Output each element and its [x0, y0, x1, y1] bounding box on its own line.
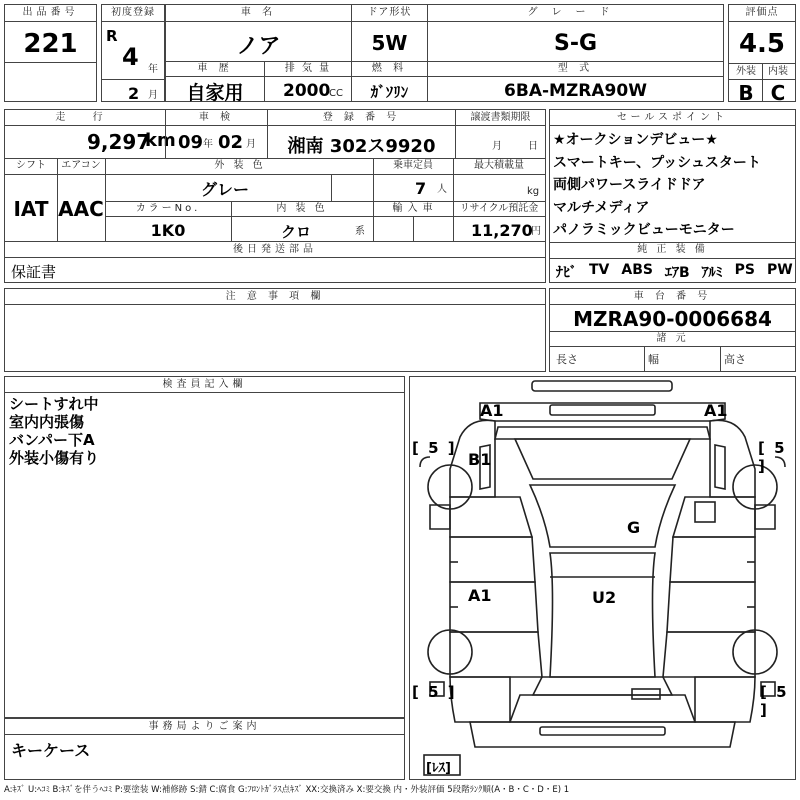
- interior-color-value: クロ: [280, 223, 311, 241]
- damage-diagram: [409, 376, 796, 780]
- inspector-note: シートすれ中: [9, 395, 99, 413]
- equipment-item: ﾅﾋﾞ: [556, 265, 577, 281]
- damage-mark: U2: [592, 588, 617, 607]
- color-number-value: 1K0: [150, 221, 186, 240]
- sales-point: スマートキー、プッシュスタート: [553, 154, 761, 171]
- model-code-box: 型 式 6BA-MZRA90W: [427, 61, 724, 102]
- chassis-box: 車 台 番 号 MZRA90-0006684 諸 元 長さ 幅 高さ: [549, 288, 796, 372]
- history-value: 自家用: [186, 82, 244, 104]
- damage-mark: A1: [704, 401, 728, 420]
- transfer-deadline-box: 譲渡書類期限 月 日: [455, 109, 546, 159]
- era-value: R: [106, 27, 118, 45]
- damage-mark: B1: [468, 450, 492, 469]
- first-registration-label: 初度登録: [102, 5, 164, 22]
- sales-points-box: セールスポイント ★オークションデビュー★ スマートキー、プッシュスタート 両側パワースライドドア マルチメディア パノラミックビューモニター 純 正 装 備 ﾅﾋﾞ TV ABS ｴｱB ｱﾙﾐ PS PW: [549, 109, 796, 283]
- chassis-number-value: MZRA90-0006684: [573, 307, 772, 331]
- car-outline-diagram: [410, 377, 795, 779]
- tire-tread-front-left: [ 5 ]: [412, 439, 457, 457]
- exterior-color-value: グレー: [200, 180, 249, 199]
- inspection-year: 09: [178, 132, 204, 153]
- mileage-value: 9,297: [87, 130, 151, 154]
- sales-point: パノラミックビューモニター: [553, 222, 735, 238]
- damage-mark: G: [627, 518, 641, 537]
- equipment-item: PS: [734, 262, 755, 278]
- first-registration-box: 初度登録 R 4 年 2 月: [101, 4, 165, 102]
- lot-number-box: [4, 4, 97, 102]
- sales-point: 両側パワースライドドア: [553, 177, 706, 193]
- fuel-value: ｶﾞｿﾘﾝ: [370, 83, 409, 101]
- mileage-box: 走 行 9,297 km: [4, 109, 166, 159]
- lot-number-label: 出品番号: [5, 5, 96, 22]
- grade-box: グレード S-G: [427, 4, 724, 62]
- score-box: 評価点 4.5 外装 内装 B C: [728, 4, 796, 102]
- office-notice-box: 事務局よりご案内 キーケース: [4, 718, 405, 780]
- tire-tread-rear-right: [ 5 ]: [760, 683, 789, 719]
- inspector-note: 外装小傷有り: [9, 449, 100, 467]
- notes-box: 注 意 事 項 欄: [4, 288, 546, 372]
- recycle-fee-value: 11,270: [471, 221, 533, 240]
- model-code-value: 6BA-MZRA90W: [504, 81, 647, 101]
- door-type-box: ドア形状 5W: [351, 4, 428, 62]
- inspector-note: バンパー下A: [9, 431, 95, 449]
- exterior-score: B: [738, 81, 754, 105]
- car-name-box: 車 名 ノア: [165, 4, 352, 62]
- plate-box: 登 録 番 号 湘南 302ス9920: [267, 109, 456, 159]
- fuel-box: 燃 料 ｶﾞｿﾘﾝ: [351, 61, 428, 102]
- spare-tire-status: [ﾚｽ]: [426, 761, 451, 776]
- office-notice-value: キーケース: [11, 741, 91, 760]
- lot-number-value: 221: [23, 29, 78, 59]
- car-name-value: ノア: [236, 34, 281, 59]
- equipment-item: ｱﾙﾐ: [701, 265, 723, 281]
- door-type-value: 5W: [371, 31, 408, 55]
- legend-text: A:ｷｽﾞ U:ﾍｺﾐ B:ｷｽﾞを伴うﾍｺﾐ P:要塗装 W:補修跡 S:錆 C:腐食 G:ﾌﾛﾝﾄｶﾞﾗｽ点ｷｽﾞ XX:交換済み X:要交換 内・外装評価 5段階ﾗﾝｸ順(A・B・C・D・E) 1: [4, 785, 570, 795]
- capacity-value: 7: [415, 179, 427, 198]
- displacement-box: 排 気 量 2000 CC: [264, 61, 352, 102]
- sales-point: マルチメディア: [553, 199, 650, 216]
- equipment-list: [556, 262, 793, 282]
- sales-point: ★オークションデビュー★: [553, 132, 718, 148]
- grade-value: S-G: [553, 31, 598, 56]
- damage-mark: A1: [480, 401, 504, 420]
- inspection-month: 02: [218, 132, 244, 153]
- equipment-item: ｴｱB: [664, 265, 690, 281]
- shift-value: IAT: [13, 197, 49, 221]
- later-parts-box: 後日発送部品 保証書: [4, 241, 546, 283]
- first-reg-year: 4: [122, 43, 139, 71]
- tire-tread-rear-left: [ 5 ]: [412, 683, 457, 701]
- displacement-value: 2000: [283, 81, 331, 101]
- plate-value: 湘南 302ス9920: [287, 136, 436, 157]
- interior-score: C: [770, 81, 786, 105]
- equipment-item: ABS: [621, 262, 653, 278]
- damage-mark: A1: [468, 586, 492, 605]
- equipment-item: PW: [767, 262, 793, 278]
- inspector-notes-list: [9, 395, 99, 467]
- tire-tread-front-right: [ 5 ]: [758, 439, 787, 475]
- equipment-item: TV: [589, 262, 610, 278]
- aircon-value: AAC: [58, 197, 104, 221]
- specs-box: シフト エアコン 外 装 色 乗車定員 最大積載量 IAT AAC グレー 7 人 kg カラーNo. 内 装 色 輸 入 車 リサイクル預託金 1K0 クロ 系 11,270 円: [4, 158, 546, 242]
- sales-points-list: [553, 129, 761, 242]
- later-parts-value: 保証書: [11, 263, 57, 281]
- inspector-notes-box: 検査員記入欄 シートすれ中 室内内張傷 バンパー下A 外装小傷有り: [4, 376, 405, 718]
- score-value: 4.5: [738, 29, 786, 59]
- inspection-box: 車 検 09 年 02 月: [165, 109, 268, 159]
- first-reg-month: 2: [128, 84, 140, 103]
- history-box: 車 歴 自家用: [165, 61, 265, 102]
- inspector-note: 室内内張傷: [9, 413, 85, 431]
